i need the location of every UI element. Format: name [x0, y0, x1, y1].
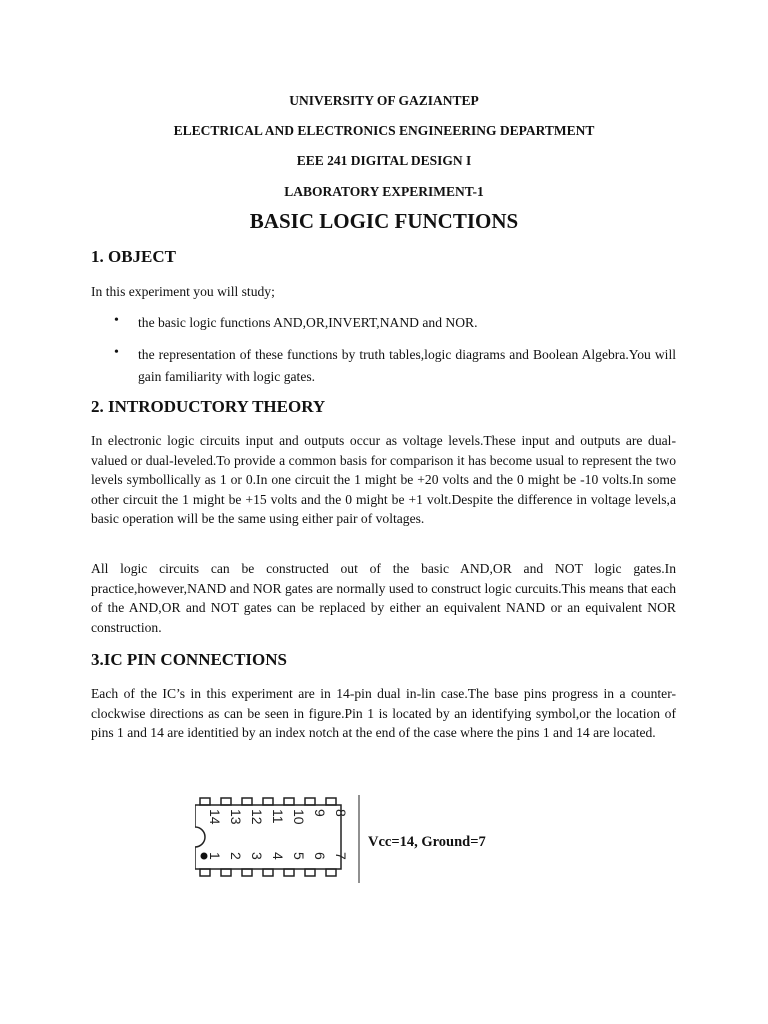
pin-number: 14: [207, 809, 223, 825]
bottom-pin-numbers: [207, 852, 349, 860]
top-pin-numbers: [207, 809, 349, 825]
university-name: UNIVERSITY OF GAZIANTEP: [289, 93, 479, 108]
section-object-heading: 1. OBJECT: [91, 247, 177, 266]
pin-number: 7: [333, 852, 349, 860]
pin-number: 10: [291, 809, 307, 825]
pin-number: 11: [270, 809, 286, 824]
bullet-marker: •: [114, 313, 119, 328]
section-theory-heading: 2. INTRODUCTORY THEORY: [91, 397, 326, 416]
pin-number: 9: [312, 809, 328, 817]
pin-number: 4: [270, 852, 286, 860]
pin-number: 5: [291, 852, 307, 860]
pin-number: 13: [228, 809, 244, 825]
pin-number: 6: [312, 852, 328, 860]
pin-number: 12: [249, 809, 265, 825]
course-name: EEE 241 DIGITAL DESIGN I: [296, 153, 472, 168]
ic-pin-diagram: [195, 795, 365, 892]
ic-paragraph: Each of the IC’s in this experiment are in 14-pin dual in-lin case.The base pins progress in a counter-clockwise directions as can be seen in figure.Pin 1 is located by an identifying symbol,or the location of pins 1 and 14 are identitied by an index notch at the end of the case where the pins 1 and 14 are located.: [91, 686, 676, 740]
figure-caption: Vcc=14, Ground=7: [368, 834, 486, 850]
section-ic-heading: 3.IC PIN CONNECTIONS: [91, 650, 287, 669]
theory-paragraph-2: All logic circuits can be constructed out of the basic AND,OR and NOT logic gates.In practice,however,NAND and NOR gates are normally used to construct logic curcuits.This means that each of the AND,OR and NOT gates can be replaced by either an equivalent NAND or an equivalent NOR construction.: [91, 561, 676, 635]
bullet-marker: •: [114, 345, 119, 360]
theory-paragraph-1: In electronic logic circuits input and outputs occur as voltage levels.These input and outputs are dual-valued or dual-leveled.To provide a common basis for comparison it has become usual to represent the two levels symbollically as 1 or 0.In one circuit the 1 might be +20 volts and the 0 might be -10 volts.In some other circuit the 1 might be +15 volts and the 0 might be +1 volt.Despite the difference in voltage levels,a basic operation will be the same using either pair of voltages.: [91, 433, 676, 526]
object-bullet-1: the basic logic functions AND,OR,INVERT,NAND and NOR.: [138, 315, 478, 330]
pin1-dot-icon: [201, 853, 208, 860]
pin-number: 1: [207, 852, 223, 860]
department-name: ELECTRICAL AND ELECTRONICS ENGINEERING DEPARTMENT: [173, 123, 595, 138]
document-title: BASIC LOGIC FUNCTIONS: [249, 209, 519, 233]
pin-number: 3: [249, 852, 265, 860]
object-intro: In this experiment you will study;: [91, 284, 275, 299]
experiment-label: LABORATORY EXPERIMENT-1: [284, 184, 484, 199]
object-bullet-2: the representation of these functions by truth tables,logic diagrams and Boolean Algebra.You will gain familiarity with logic gates.: [138, 347, 676, 384]
pin-number: 8: [333, 809, 349, 817]
pin-number: 2: [228, 852, 244, 860]
